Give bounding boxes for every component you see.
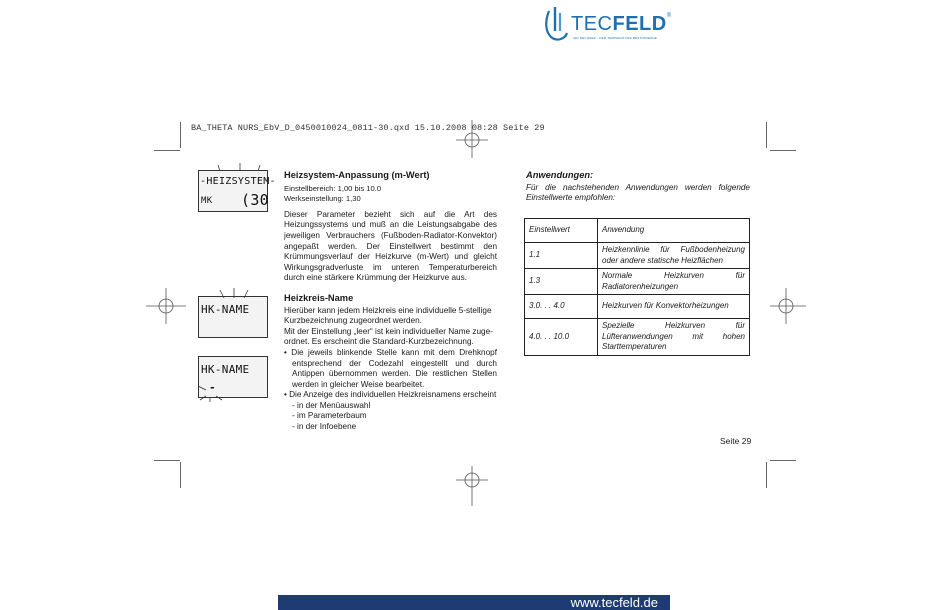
crop-mark xyxy=(766,122,767,148)
logo-tagline: IHR RECHNER - DER TEMPERATURE BESTIMMENDE xyxy=(573,36,658,40)
crop-mark xyxy=(154,150,180,151)
text-line: Mit der Einstellung „leer“ ist kein individueller Name zuge- xyxy=(284,326,493,336)
logo-drop-icon xyxy=(543,5,569,43)
intro-text: Für die nachstehenden Anwendungen werden folgende Einstellwerte empfohlen: xyxy=(526,182,750,203)
table-cell-value: 1.1 xyxy=(525,243,598,269)
setting-range: Einstellbereich: 1,00 bis 10.0 xyxy=(284,183,382,193)
table-cell-application: Normale Heizkurven für Radiatorenheizungen xyxy=(598,269,750,295)
table-row xyxy=(525,295,750,319)
slug-line: BA_THETA NURS_EbV_D_0450010024_0811-30.qxd 15.10.2008 08:28 Seite 29 xyxy=(191,123,545,133)
blink-rays-icon xyxy=(196,380,226,404)
table-row xyxy=(525,319,750,356)
factory-setting: Werkseinstellung: 1,30 xyxy=(284,194,361,204)
logo-wordmark xyxy=(571,13,672,36)
lcd-line1: -HEIZSYSTEM- xyxy=(200,176,276,187)
logo-part2: FELD xyxy=(612,13,667,35)
bullet-item: • Die Anzeige des individuellen Heizkreisnamens erscheint xyxy=(284,390,497,400)
sub-item: - in der Infoebene xyxy=(292,422,357,432)
logo-registered: ® xyxy=(666,13,672,19)
footer-bar xyxy=(278,595,670,610)
crop-mark xyxy=(770,460,796,461)
lcd-display-heizsystem xyxy=(198,170,276,212)
applications-table xyxy=(524,218,750,356)
logo-part1: TEC xyxy=(571,13,613,35)
crop-mark xyxy=(154,460,180,461)
right-column xyxy=(526,170,750,204)
blink-rays-icon xyxy=(212,163,268,173)
lcd-line1: HK-NAME xyxy=(201,303,250,316)
crop-mark xyxy=(180,122,181,148)
left-column xyxy=(284,170,497,433)
text-line: ordnet. Es erscheint die Standard-Kurzbezeichnung. xyxy=(284,337,474,347)
registration-mark-icon xyxy=(456,466,488,506)
table-row xyxy=(525,269,750,295)
text-line: Hierüber kann jedem Heizkreis eine individuelle 5-stellige xyxy=(284,305,492,315)
lcd-line2-left: ΜK xyxy=(201,196,213,206)
lcd-display-hk-name-1 xyxy=(198,296,268,338)
table-header-cell: Anwendung xyxy=(598,219,750,243)
paragraph-heizsystem: Dieser Parameter bezieht sich auf die Art des Heizungssystems und muß an die Leistungsabgabe des jeweiligen Verbrauchers (Fußboden-Radiator-Konvektor) angepaßt werden. Der Einstellwert bestimmt den Krümmungsverlauf der Heizkurve (m-Wert) und gleicht Wirkungsgradverluste im unteren Temperaturbereich durch eine stärkere Krümmung der Heizkurve aus. xyxy=(284,209,497,283)
table-cell-application: Heizkurven für Konvektorheizungen xyxy=(598,295,750,319)
section-heading-heizsystem: Heizsystem-Anpassung (m-Wert) xyxy=(284,170,430,180)
sub-item: - in der Menüauswahl xyxy=(292,400,371,410)
lcd-line1: HK-NAME xyxy=(201,363,250,376)
table-row xyxy=(525,243,750,269)
table-cell-application: Heizkennlinie für Fußbodenheizung oder andere statische Heizflächen xyxy=(598,243,750,269)
lcd-line2: - xyxy=(209,381,216,394)
registration-mark-icon xyxy=(770,288,806,324)
table-cell-value: 1.3 xyxy=(525,269,598,295)
lcd-line2-right: (30 xyxy=(241,191,269,209)
bullet-item: • Die jeweils blinkende Stelle kann mit dem Drehknopf entsprechend der Codezahl eingestellt und durch Antippen übernommen werden. Die restlichen Stellen werden in gleicher Weise bearbeitet. xyxy=(284,347,497,389)
sub-item: - im Parameterbaum xyxy=(292,411,367,421)
crop-mark xyxy=(770,150,796,151)
table-cell-application: Spezielle Heizkurven für Lüfteranwendungen mit hohen Starttemperaturen xyxy=(598,319,750,356)
crop-mark xyxy=(766,462,767,488)
table-header-cell: Einstellwert xyxy=(525,219,598,243)
registration-mark-icon xyxy=(146,288,186,324)
table-header-row xyxy=(525,219,750,243)
section-heading-anwendungen: Anwendungen: xyxy=(526,170,594,180)
footer-url-link[interactable]: www.tecfeld.de xyxy=(570,595,658,610)
section-heading-heizkreis-name: Heizkreis-Name xyxy=(284,292,354,303)
page-number: Seite 29 xyxy=(720,436,752,446)
brand-logo xyxy=(543,5,672,45)
text-line: Kurzbezeichnung zugeordnet werden. xyxy=(284,316,422,326)
table-cell-value: 4.0. . . 10.0 xyxy=(525,319,598,356)
crop-mark xyxy=(180,462,181,488)
blink-rays-icon xyxy=(212,288,252,300)
table-cell-value: 3.0. . . 4.0 xyxy=(525,295,598,319)
